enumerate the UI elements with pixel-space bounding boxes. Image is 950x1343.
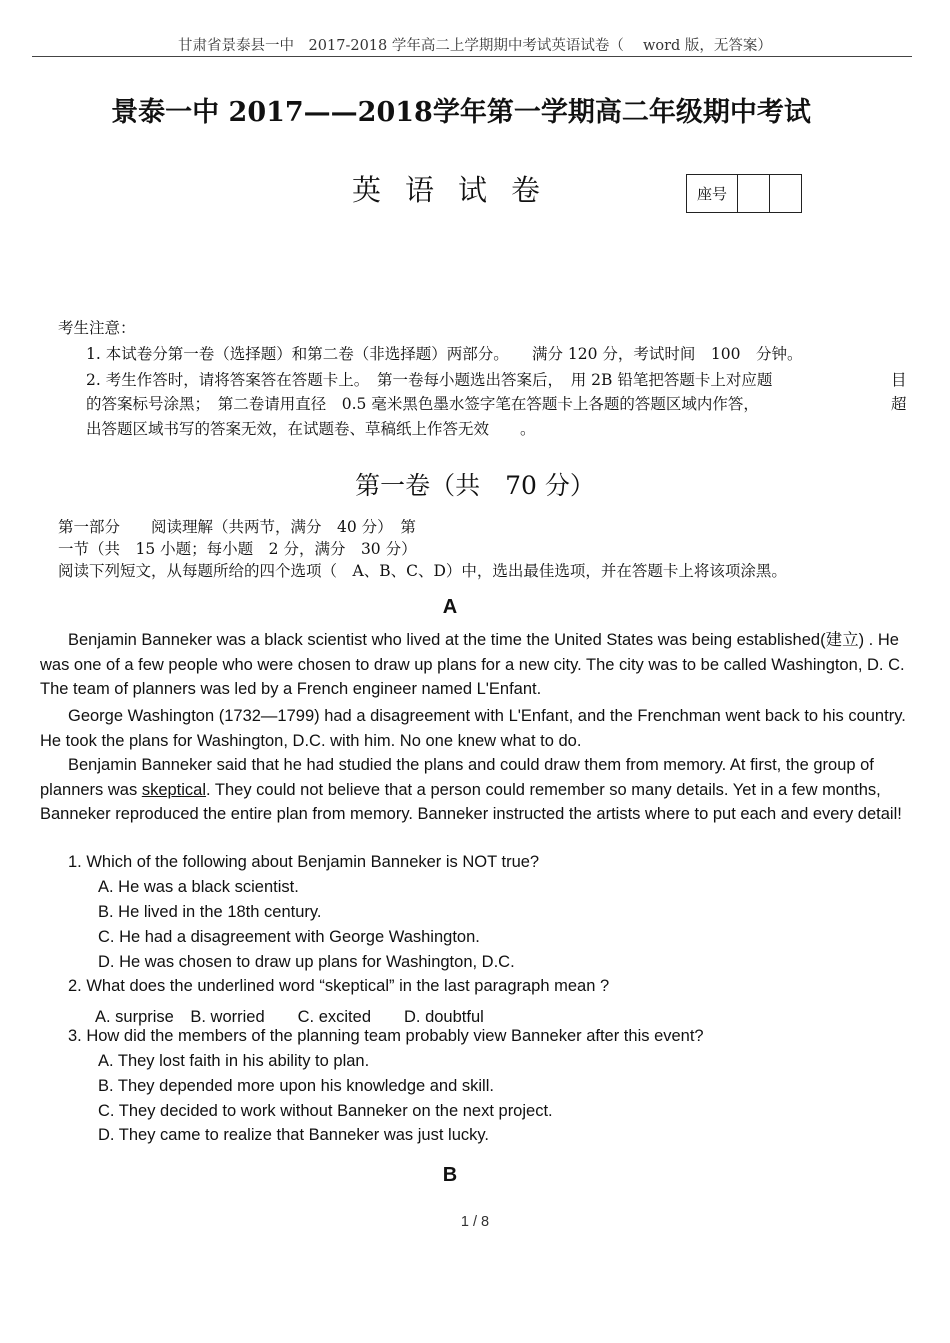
notice-line-text: 2. 考生作答时，请将答案答在答题卡上。 第一卷每小题选出答案后， 用 2B 铅笔把答题卡上对应题 — [86, 371, 773, 389]
section-title: 第一卷（共 70 分） — [355, 471, 595, 500]
notice-heading: 考生注意： — [58, 319, 136, 337]
exam-title: 景泰一中 2017——2018学年第一学期高二年级期中考试 — [111, 97, 811, 128]
page-number: 1 / 8 — [460, 1214, 490, 1230]
passage-a-paragraph-1 — [40, 628, 910, 702]
seat-label: 座号 — [687, 175, 738, 212]
notice-line-tail: 目 — [891, 371, 907, 389]
passage-a-paragraph-3 — [40, 753, 910, 827]
question-3-option-a: A. They lost faith in his ability to plan. — [98, 1052, 370, 1070]
notice-item-1: 1. 本试卷分第一卷（选择题）和第二卷（非选择题）两部分。 满分 120 分，考试时间 100 分钟。 — [86, 345, 803, 363]
passage-a-paragraph-2 — [40, 704, 910, 753]
exam-subtitle: 英语试卷 — [352, 173, 565, 207]
notice-line-tail: 超 — [891, 395, 907, 413]
notice-item-2-line2 — [86, 392, 907, 414]
passage-b-label: B — [442, 1164, 458, 1186]
instructions: 阅读下列短文，从每题所给的四个选项（ A、B、C、D）中，选出最佳选项，并在答题卡上将该项涂黑。 — [58, 562, 787, 580]
passage-a-label: A — [442, 596, 458, 618]
question-1-option-b: B. He lived in the 18th century. — [98, 903, 322, 921]
question-1-option-d: D. He was chosen to draw up plans for Washington, D.C. — [98, 953, 515, 971]
question-2-stem: 2. What does the underlined word “skeptical” in the last paragraph mean ? — [68, 977, 610, 995]
notice-item-2-line1 — [86, 368, 907, 390]
underlined-word: skeptical — [141, 780, 207, 799]
question-3-option-b: B. They depended more upon his knowledge and skill. — [98, 1077, 494, 1095]
paragraph-text: George Washington (1732—1799) had a disagreement with L'Enfant, and the Frenchman went back to his country. He took the plans for Washington, D.C. with him. No one knew what to do. — [40, 707, 906, 750]
paragraph-text: . They could not believe that a person could remember so many details. Yet in a few months, Banneker reproduced the entire plan from memory. Banneker instructed the artists where to put each and every detail! — [40, 780, 902, 823]
seat-number-box — [686, 174, 802, 213]
question-1-option-c: C. He had a disagreement with George Washington. — [98, 928, 480, 946]
notice-item-2-line3: 出答题区域书写的答案无效，在试题卷、草稿纸上作答无效 。 — [86, 420, 536, 438]
question-2-options: A. surprise B. worried C. excited D. doubtful — [95, 1008, 484, 1026]
question-3-option-d: D. They came to realize that Banneker was just lucky. — [98, 1126, 489, 1144]
part-heading: 第一部分 阅读理解（共两节，满分 40 分） 第 — [58, 518, 416, 536]
question-1-stem: 1. Which of the following about Benjamin Banneker is NOT true? — [68, 853, 540, 871]
question-1-option-a: A. He was a black scientist. — [98, 878, 299, 896]
question-3-option-c: C. They decided to work without Banneker on the next project. — [98, 1102, 553, 1120]
seat-cell — [738, 175, 770, 212]
running-header: 甘肃省景泰县一中 2017-2018 学年高二上学期期中考试英语试卷（ word 版，无答案） — [178, 38, 772, 54]
question-3-stem: 3. How did the members of the planning team probably view Banneker after this event? — [68, 1027, 704, 1045]
header-divider — [32, 56, 912, 57]
paragraph-text: Benjamin Banneker said that he had studied the plans and could draw them from memory. At first, the group of planners was — [40, 756, 874, 799]
notice-line-text: 的答案标号涂黑； 第二卷请用直径 0.5 毫米黑色墨水签字笔在答题卡上各题的答题区域内作答， — [86, 395, 759, 413]
section-heading: 一节（共 15 小题；每小题 2 分，满分 30 分） — [58, 540, 417, 558]
seat-cell — [770, 175, 801, 212]
paragraph-text: Benjamin Banneker was a black scientist who lived at the time the United States was being established(建立) . He was one of a few people who were chosen to draw up plans for a new city. The city was to be called Washington, D. C. The team of planners was led by a French engineer named L'Enfant. — [40, 631, 905, 698]
